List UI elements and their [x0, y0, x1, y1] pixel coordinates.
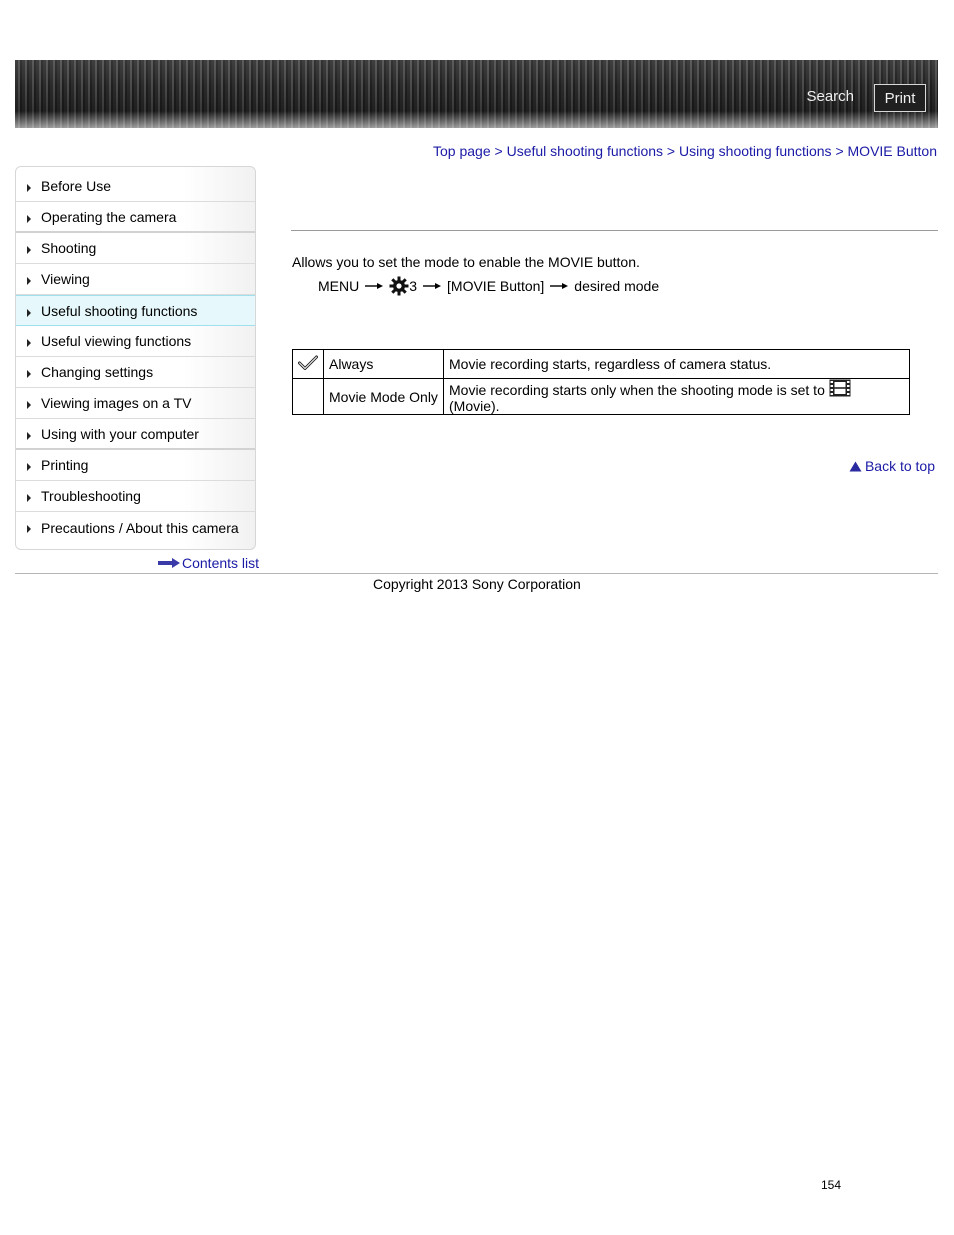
menu-item-movie-button: [MOVIE Button]	[447, 278, 545, 294]
caret-right-icon	[27, 184, 31, 192]
header-bar	[15, 60, 938, 128]
selected-cell	[293, 379, 324, 415]
caret-right-icon	[27, 370, 31, 378]
caret-right-icon	[27, 277, 31, 285]
search-button[interactable]: Search	[806, 88, 854, 105]
caret-right-icon	[27, 463, 31, 471]
sidebar-item-label: Changing settings	[41, 364, 154, 380]
copyright-text: Copyright 2013 Sony Corporation	[373, 576, 581, 592]
sidebar-item-viewing-images-on-a-tv[interactable]	[16, 388, 255, 419]
sidebar-item-precautions[interactable]	[16, 512, 255, 543]
sidebar-item-label: Viewing	[41, 271, 90, 287]
mode-description-text: Movie recording starts only when the shooting mode is set to	[449, 382, 825, 398]
footer-divider	[15, 573, 938, 574]
breadcrumb-separator: >	[494, 143, 503, 159]
settings-tab-number: 3	[409, 278, 418, 294]
mode-description-text: (Movie).	[449, 398, 500, 414]
back-to-top-link[interactable]	[849, 458, 935, 474]
mode-description: Movie recording starts, regardless of camera status.	[444, 350, 910, 379]
checkmark-icon	[298, 355, 318, 371]
sidebar-item-printing[interactable]	[16, 450, 255, 481]
page-number: 154	[821, 1178, 842, 1192]
table-row	[293, 350, 910, 379]
sidebar-item-useful-viewing-functions[interactable]	[16, 326, 255, 357]
sidebar-item-label: Useful shooting functions	[41, 302, 198, 319]
sidebar-item-label: Shooting	[41, 240, 97, 256]
contents-list-link[interactable]	[158, 555, 259, 571]
breadcrumb-separator: >	[666, 143, 676, 159]
breadcrumb-using-shooting-functions[interactable]: Using shooting functions	[679, 143, 832, 159]
sidebar-item-using-with-your-computer[interactable]	[16, 419, 255, 450]
contents-list-label: Contents list	[182, 555, 260, 571]
caret-right-icon	[27, 339, 31, 347]
sidebar-item-changing-settings[interactable]	[16, 357, 255, 388]
intro-text: Allows you to set the mode to enable the MOVIE button.	[292, 254, 640, 270]
mode-name: Always	[324, 350, 444, 379]
sidebar-item-shooting[interactable]	[16, 233, 255, 264]
caret-right-icon	[27, 494, 31, 502]
caret-right-icon	[27, 309, 31, 317]
breadcrumb-useful-shooting-functions[interactable]: Useful shooting functions	[506, 143, 664, 159]
menu-path	[318, 276, 659, 296]
title-divider	[291, 230, 938, 231]
arrow-right-icon	[158, 558, 180, 568]
sidebar-nav	[15, 166, 256, 550]
caret-right-icon	[27, 525, 31, 533]
caret-right-icon	[27, 401, 31, 409]
print-button[interactable]: Print	[874, 84, 926, 112]
movie-icon	[829, 379, 851, 397]
arrow-right-icon	[423, 282, 441, 290]
breadcrumb-separator: >	[835, 143, 844, 159]
sidebar-item-viewing[interactable]	[16, 264, 255, 295]
sidebar-item-useful-shooting-functions[interactable]	[15, 295, 256, 326]
mode-name: Movie Mode Only	[324, 379, 444, 415]
breadcrumb	[433, 143, 937, 159]
sidebar-item-troubleshooting[interactable]	[16, 481, 255, 512]
sidebar-item-label: Operating the camera	[41, 208, 177, 225]
sidebar-item-label: Troubleshooting	[41, 488, 141, 504]
sidebar-item-operating-the-camera[interactable]	[16, 202, 255, 233]
selected-cell	[293, 350, 324, 379]
mode-description	[444, 379, 910, 415]
sidebar-item-label: Printing	[41, 457, 89, 473]
arrow-right-icon	[550, 282, 568, 290]
table-row	[293, 379, 910, 415]
menu-path-end: desired mode	[574, 278, 660, 294]
caret-right-icon	[27, 246, 31, 254]
gear-icon	[389, 276, 409, 296]
back-to-top-label: Back to top	[864, 458, 935, 474]
sidebar-item-label: Useful viewing functions	[41, 333, 192, 349]
sidebar-item-before-use[interactable]	[16, 171, 255, 202]
sidebar-item-label: Using with your computer	[41, 425, 199, 442]
breadcrumb-top-page[interactable]: Top page	[433, 143, 491, 159]
sidebar-item-label: Viewing images on a TV	[41, 395, 192, 411]
sidebar-item-label: Precautions / About this camera	[41, 519, 239, 536]
mode-table	[292, 349, 910, 415]
caret-right-icon	[27, 215, 31, 223]
caret-right-icon	[27, 432, 31, 440]
menu-label: MENU	[318, 278, 360, 294]
breadcrumb-movie-button[interactable]: MOVIE Button	[847, 143, 937, 159]
arrow-right-icon	[365, 282, 383, 290]
sidebar-item-label: Before Use	[41, 178, 112, 194]
triangle-up-icon	[849, 461, 862, 472]
